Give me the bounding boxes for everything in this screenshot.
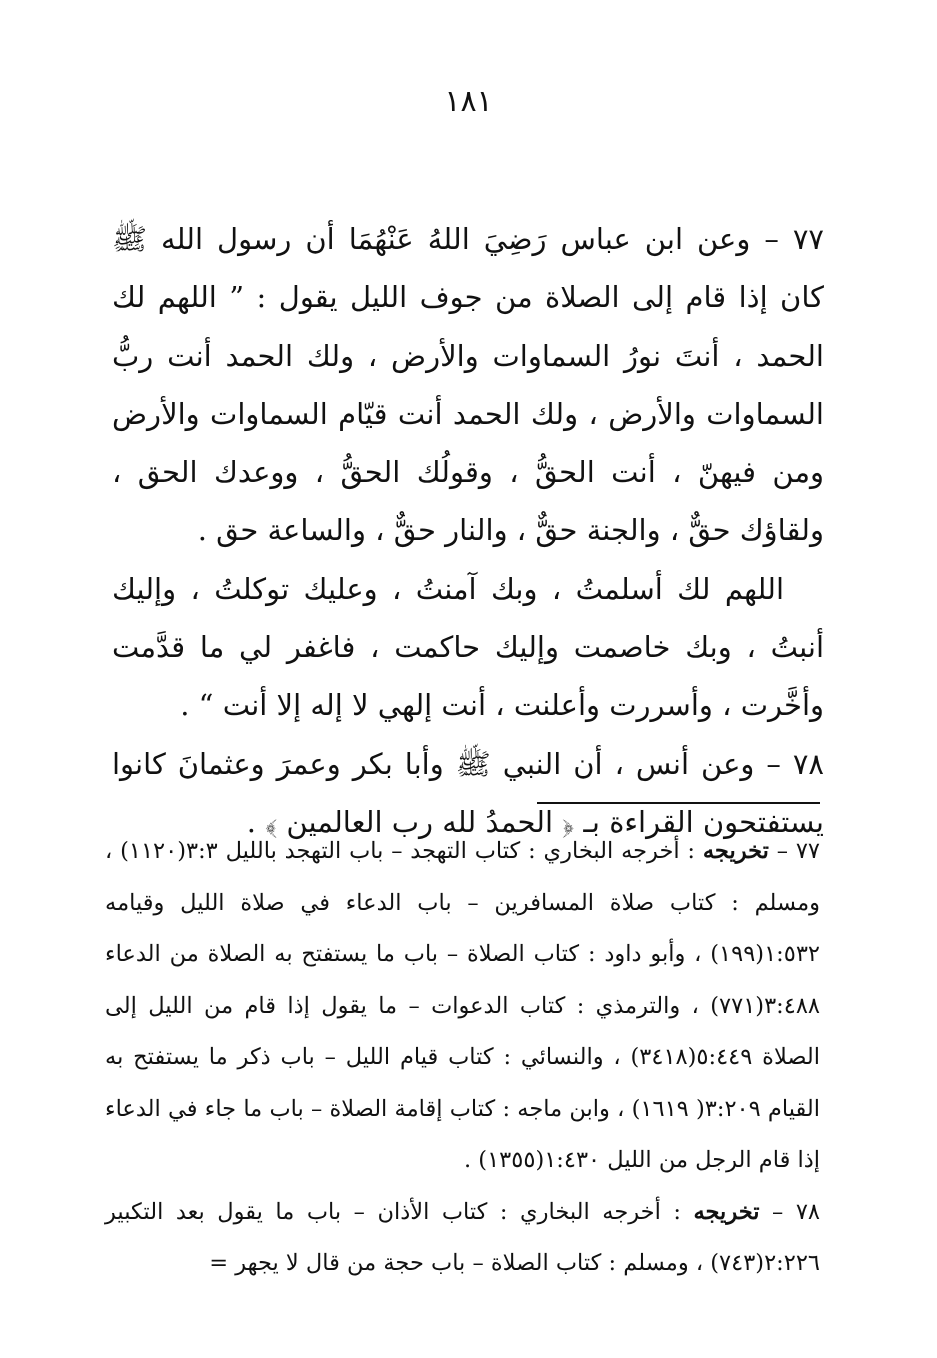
footnote-number: ٧٧ xyxy=(795,838,820,864)
page-number: ١٨١ xyxy=(444,84,493,119)
hadith-text: – وعن أنس ، أن النبي ﷺ وأبا بكر وعمرَ وعثمانَ كانوا يستفتحون القراءة بـ ﴿ الحمدُ لله رب العالمين ﴾ . xyxy=(112,746,824,839)
footnote-label: تخريجه xyxy=(693,1198,760,1225)
hadith-number: ٧٧ xyxy=(792,222,824,256)
footnote-text: : أخرجه البخاري : كتاب التهجد – باب التهجد بالليل ٣:٣(١١٢٠) ، ومسلم : كتاب صلاة المسافرين – باب الدعاء في صلاة الليل وقيامه ١:٥٣٢(١٩٩) ، وأبو داود : كتاب الصلاة – باب ما يستفتح به الصلاة من الدعاء ٣:٤٨٨(٧٧١) ، والترمذي : كتاب الدعوات – ما يقول إذا قام من الليل إلى الصلاة ٥:٤٤٩(٣٤١٨) ، والنسائي : كتاب قيام الليل – باب ذكر ما يستفتح به القيام ٣:٢٠٩( ١٦١٩) ، وابن ماجه : كتاب إقامة الصلاة – باب ما جاء في الدعاء إذا قام الرجل من الليل ١:٤٣٠(١٣٥٥) . xyxy=(105,838,821,1173)
footnote-number: ٧٨ xyxy=(795,1198,820,1225)
footnote-78: ٧٨ – تخريجه : أخرجه البخاري : كتاب الأذان – باب ما يقول بعد التكبير ٢:٢٢٦(٧٤٣) ، ومسلم : كتاب الصلاة – باب حجة من قال لا يجهر = xyxy=(105,1198,820,1276)
footnote-77: ٧٧ – تخريجه : أخرجه البخاري : كتاب التهجد – باب التهجد بالليل ٣:٣(١١٢٠) ، ومسلم : كتاب صلاة المسافرين – باب الدعاء في صلاة الليل وقيامه ١:٥٣٢(١٩٩) ، وأبو داود : كتاب الصلاة – باب ما يستفتح به الصلاة من الدعاء ٣:٤٨٨(٧٧١) ، والترمذي : كتاب الدعوات – ما يقول إذا قام من الليل إلى الصلاة ٥:٤٤٩(٣٤١٨) ، والنسائي : كتاب قيام الليل – باب ذكر ما يستفتح به القيام ٣:٢٠٩( ١٦١٩) ، وابن ماجه : كتاب إقامة الصلاة – باب ما جاء في الدعاء إذا قام الرجل من الليل ١:٤٣٠(١٣٥٥) . xyxy=(105,838,821,1173)
main-text xyxy=(112,210,824,851)
hadith-number: ٧٨ xyxy=(792,746,825,781)
hadith-text: – وعن ابن عباس رَضِيَ اللهُ عَنْهُمَا أن رسول الله ﷺ كان إذا قام إلى الصلاة من جوف الليل يقول : ” اللهم لك الحمد ، أنتَ نورُ السماوات والأرض ، ولك الحمد أنت ربُّ السماوات والأرض ، ولك الحمد أنت قيّام السماوات والأرض ومن فيهنّ ، أنت الحقُّ ، وقولُك الحقُّ ، ووعدك الحق ، ولقاؤك حقٌّ ، والجنة حقٌّ ، والنار حقٌّ ، والساعة حق . xyxy=(112,222,824,548)
hadith-77-paragraph-1 xyxy=(112,210,824,560)
footnote-separator xyxy=(537,802,820,804)
footnotes xyxy=(105,826,820,1290)
hadith-77-paragraph-2: اللهم لك أسلمتُ ، وبك آمنتُ ، وعليك توكلتُ ، وإليك أنبتُ ، وبك خاصمت وإليك حاكمت ، فاغفر لي ما قدَّمت وأخَّرت ، وأسررت وأعلنت ، أنت إلهي لا إله إلا أنت “ . xyxy=(112,571,824,723)
footnote-text: : أخرجه البخاري : كتاب الأذان – باب ما يقول بعد التكبير ٢:٢٢٦(٧٤٣) ، ومسلم : كتاب الصلاة – باب حجة من قال لا يجهر = xyxy=(105,1198,820,1276)
footnote-label: تخريجه xyxy=(702,838,769,864)
